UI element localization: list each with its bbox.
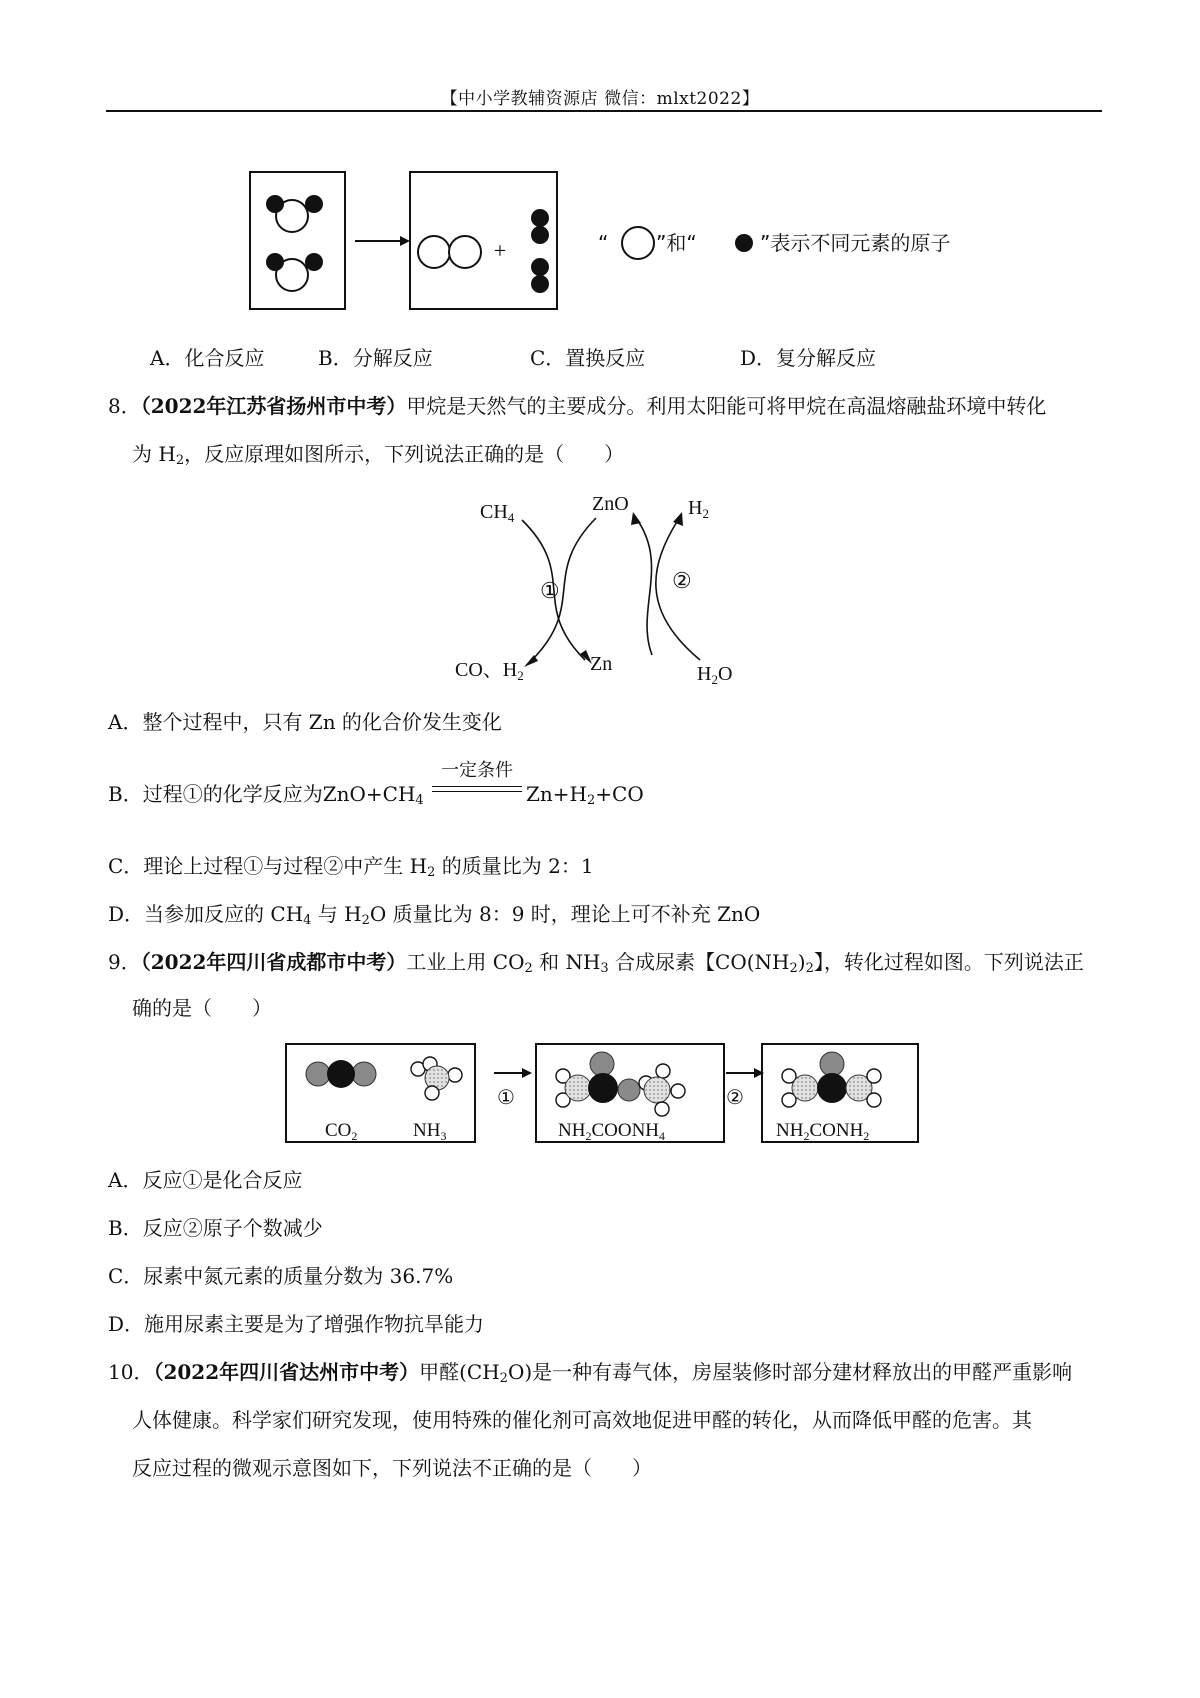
q8-label-ch4: $CH_4$ bbox=[480, 501, 515, 525]
q9-carbon-atom bbox=[327, 1060, 355, 1088]
q9-option-c: C．尿素中氮元素的质量分数为 36.7% bbox=[108, 1264, 454, 1288]
q8-option-c-part: C．理论上过程①与过程②中产生 H bbox=[108, 854, 428, 878]
q8-label-zn: Zn bbox=[590, 653, 613, 675]
q9-stem-line1: 9．（2022年四川省成都市中考）工业上用 $CO_2$ 和 $NH_3$ 合成尿素【$CO(NH_2)_2$】，转化过程如图。下列说法正 bbox=[108, 950, 1084, 976]
q8-stem-part: 为 H bbox=[132, 442, 176, 466]
q8-option-d: D．当参加反应的 $CH_4$ 与 $H_2O$ 质量比为 8：9 时，理论上可不补充 ZnO bbox=[108, 902, 761, 928]
q8-option-b-prefix: B．过程①的化学反应为 bbox=[108, 782, 323, 806]
q8-label-h2o: $H_2O$ bbox=[697, 663, 733, 687]
q8-products-part: +CO bbox=[595, 782, 644, 806]
q10-number: 10． bbox=[108, 1360, 154, 1384]
q9-oxygen-atom bbox=[306, 1062, 330, 1086]
q9-stem-part: 工业上用 CO bbox=[406, 950, 525, 974]
q9-hydrogen-atom bbox=[867, 1069, 881, 1083]
q9-option-a: A．反应①是化合反应 bbox=[108, 1168, 303, 1192]
q9-number: 9． bbox=[108, 950, 141, 974]
q7-option-b: B．分解反应 bbox=[318, 346, 433, 370]
q9-hydrogen-atom bbox=[425, 1086, 439, 1100]
q10-stem-part: 甲醛(CH bbox=[419, 1360, 500, 1384]
q8-label-zno: ZnO bbox=[592, 493, 629, 515]
q8-option-c: C．理论上过程①与过程②中产生 $H_2$ 的质量比为 2：1 bbox=[108, 854, 594, 880]
q9-box-reactants bbox=[286, 1044, 475, 1142]
q9-stem-part: 】，转化过程如图。下列说法正 bbox=[813, 950, 1084, 974]
q9-oxygen-atom bbox=[618, 1079, 640, 1101]
q7-option-c: C．置换反应 bbox=[530, 346, 646, 370]
q9-carbon-atom bbox=[817, 1073, 847, 1103]
page-header: 【中小学教辅资源店 微信：mlxt2022】 bbox=[440, 89, 760, 109]
q7-legend-quote: “ bbox=[598, 231, 609, 255]
q10-source: （2022年四川省达州市中考） bbox=[153, 1360, 420, 1384]
q8-option-b: B．过程①的化学反应为$ZnO+CH_4$ bbox=[108, 782, 424, 808]
q9-option-b: B．反应②原子个数减少 bbox=[108, 1216, 323, 1240]
q9-stem-part: ) bbox=[797, 950, 806, 974]
q9-hydrogen-atom bbox=[656, 1064, 670, 1078]
q9-hydrogen-atom bbox=[671, 1084, 685, 1098]
q9-source: （2022年四川省成都市中考） bbox=[140, 950, 407, 974]
q9-carbon-atom bbox=[588, 1073, 618, 1103]
q8-stem-line2: 为 $H_2$，反应原理如图所示，下列说法正确的是（ ） bbox=[132, 442, 625, 468]
q10-stem-part: O)是一种有毒气体，房屋装修时部分建材释放出的甲醛严重影响 bbox=[507, 1360, 1073, 1384]
q9-label-urea: $NH_2CONH_2$ bbox=[776, 1120, 870, 1143]
q8-option-d-part: O 质量比为 8：9 时，理论上可不补充 ZnO bbox=[369, 902, 761, 926]
q9-label-nh3: $NH_3$ bbox=[413, 1120, 447, 1143]
q8-condition-text: 一定条件 bbox=[441, 760, 513, 781]
q8-option-a: A．整个过程中，只有 Zn 的化合价发生变化 bbox=[108, 710, 502, 734]
q7-option-d: D．复分解反应 bbox=[740, 346, 877, 370]
q9-nitrogen-atom bbox=[792, 1075, 818, 1101]
q9-nitrogen-atom bbox=[565, 1075, 591, 1101]
q9-label-intermediate: $NH_2COONH_4$ bbox=[558, 1120, 666, 1143]
q9-hydrogen-atom bbox=[867, 1093, 881, 1107]
q8-source: （2022年江苏省扬州市中考） bbox=[140, 394, 407, 418]
q7-legend-and: ”和“ bbox=[656, 231, 697, 255]
q9-hydrogen-atom bbox=[448, 1068, 462, 1082]
q9-option-d: D．施用尿素主要是为了增强作物抗旱能力 bbox=[108, 1312, 485, 1336]
q9-oxygen-atom bbox=[590, 1052, 614, 1076]
q8-number: 8． bbox=[108, 394, 141, 418]
q9-oxygen-atom bbox=[820, 1052, 844, 1076]
q10-stem-line3: 反应过程的微观示意图如下，下列说法不正确的是（ ） bbox=[132, 1456, 652, 1480]
q8-step1-label: ① bbox=[540, 578, 560, 603]
q9-arrowhead bbox=[522, 1068, 532, 1078]
q7-legend-rest: ”表示不同元素的原子 bbox=[760, 231, 951, 255]
q7-plus-sign: + bbox=[493, 238, 507, 263]
q8-label-co-h2: CO、$H_2$ bbox=[455, 659, 524, 683]
q7-option-a: A．化合反应 bbox=[150, 346, 265, 370]
q8-option-d-part: 与 H bbox=[311, 902, 362, 926]
q8-option-b-products: $Zn+H_2+CO$ bbox=[526, 782, 644, 808]
q8-label-h2: $H_2$ bbox=[688, 497, 709, 521]
q10-stem-line2: 人体健康。科学家们研究发现，使用特殊的催化剂可高效地促进甲醛的转化，从而降低甲醛的危害。其 bbox=[132, 1408, 1032, 1432]
q8-option-b-reactants: ZnO+CH bbox=[322, 782, 416, 806]
q8-option-c-part: 的质量比为 2：1 bbox=[435, 854, 594, 878]
q8-stem: 甲烷是天然气的主要成分。利用太阳能可将甲烷在高温熔融盐环境中转化 bbox=[406, 394, 1047, 418]
q9-step2-label: ② bbox=[726, 1087, 744, 1109]
q8-step2-label: ② bbox=[672, 568, 692, 593]
q8-products-part: Zn+H bbox=[526, 782, 587, 806]
q8-stem-part: ，反应原理如图所示，下列说法正确的是（ ） bbox=[184, 442, 625, 466]
q9-oxygen-atom bbox=[352, 1062, 376, 1086]
q10-stem-line1: 10．（2022年四川省达州市中考）甲醛$(CH_2O)$是一种有毒气体，房屋装修时部分建材释放出的甲醛严重影响 bbox=[108, 1360, 1073, 1386]
q8-option-d-part: D．当参加反应的 CH bbox=[108, 902, 304, 926]
q9-stem-part: 合成尿素【CO(NH bbox=[608, 950, 790, 974]
q9-nitrogen-atom bbox=[644, 1077, 670, 1103]
q9-stem-line2: 确的是（ ） bbox=[132, 996, 272, 1020]
q9-hydrogen-atom bbox=[655, 1102, 669, 1116]
q9-stem-part: 和 NH bbox=[532, 950, 601, 974]
q9-step1-label: ① bbox=[497, 1087, 515, 1109]
q9-label-co2: $CO_2$ bbox=[325, 1120, 358, 1143]
